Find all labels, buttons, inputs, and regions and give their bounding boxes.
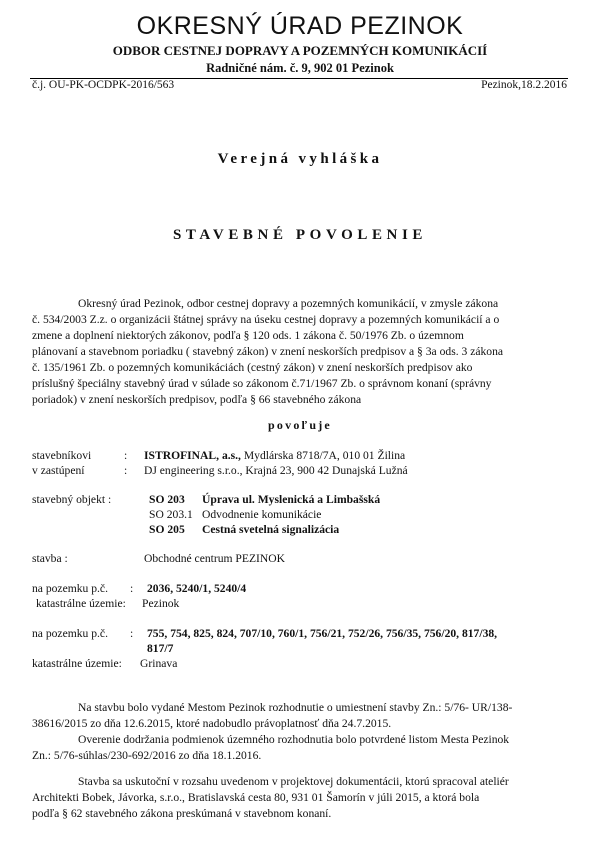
office-address: Radničné nám. č. 9, 902 01 Pezinok [206,61,394,75]
reference-number: č.j. OU-PK-OCDPK-2016/563 [32,79,175,91]
builder-colon: : [124,449,128,462]
cadastral-area-value: Grinava [140,657,178,670]
plot-label: na pozemku p.č. [32,627,108,640]
paragraph-line: Stavba sa uskutoční v rozsahu uvedenom v projektovej dokumentácii, ktorú spracoval ateliér [78,775,509,788]
builder-label: stavebníkovi [32,449,92,462]
object-code: SO 205 [149,523,185,536]
representative-value: DJ engineering s.r.o., Krajná 23, 900 42 Dunajská Lužná [144,464,408,477]
builder-address: Mydlárska 8718/7A, 010 01 Žilina [240,449,406,462]
project-documentation-paragraph [32,774,568,822]
intro-line: poriadok) v znení neskorších predpisov, podľa § 66 stavebného zákona [32,393,362,406]
document-title: STAVEBNÉ POVOLENIE [172,227,428,243]
construction-value: Obchodné centrum PEZINOK [144,552,286,565]
plot-colon: : [130,582,134,595]
builder-name: ISTROFINAL, a.s., [144,449,241,462]
intro-line: č. 135/1961 Zb. o pozemných komunikáciách (cestný zákon) v znení neskorších predpisov ako [32,361,473,374]
representative-label: v zastúpení [32,464,85,477]
paragraph-line: 38616/2015 zo dňa 12.6.2015, ktoré nadobudlo právoplatnosť dňa 24.7.2015. [32,717,392,730]
paragraph-line: Architekti Bobek, Jávorka, s.r.o., Bratislavská cesta 80, 931 01 Šamorín v júli 2015, a ktorá bola [32,791,480,804]
office-title: OKRESNÝ ÚRAD PEZINOK [136,12,464,40]
paragraph-line: podľa § 62 stavebného zákona preskúmaná v stavebnom konaní. [32,807,332,820]
permits-heading: povoľuje [268,418,332,432]
intro-line: plánovaní a stavebnom poriadku ( stavebný zákon) v znení neskorších predpisov a § 3a ods. 3 zákona [32,345,504,358]
builder-value [144,449,405,462]
object-name: Cestná svetelná signalizácia [202,523,340,536]
object-code: SO 203 [149,493,185,506]
representative-colon: : [124,464,128,477]
object-name: Odvodnenie komunikácie [202,508,322,521]
object-code: SO 203.1 [149,508,193,521]
intro-line: Okresný úrad Pezinok, odbor cestnej dopravy a pozemných komunikácií, v zmysle zákona [78,297,499,310]
construction-label: stavba : [32,552,68,565]
place-date: Pezinok,18.2.2016 [481,79,567,91]
paragraph-line: Na stavbu bolo vydané Mestom Pezinok rozhodnutie o umiestnení stavby Zn.: 5/76- UR/138- [78,701,513,714]
plot-numbers: 755, 754, 825, 824, 707/10, 760/1, 756/21, 752/26, 756/35, 756/20, 817/38, [147,627,498,640]
intro-paragraph [32,296,568,408]
cadastral-area-value: Pezinok [142,597,180,610]
paragraph-line: Overenie dodržania podmienok územného rozhodnutia bolo potvrdené listom Mesta Pezinok [78,733,510,746]
cadastral-area-label: katastrálne územie: [36,597,126,610]
intro-line: č. 534/2003 Z.z. o organizácii štátnej správy na úseku cestnej dopravy a pozemných komunikácií a o [32,313,500,326]
intro-line: zmene a doplnení niektorých zákonov, podľa § 120 ods. 1 zákona č. 50/1976 Zb. o územnom [32,329,464,342]
plot-label: na pozemku p.č. [32,582,108,595]
notice-title: Verejná vyhláška [217,151,383,167]
zoning-decision-paragraph [32,700,568,732]
department-name: ODBOR CESTNEJ DOPRAVY A POZEMNÝCH KOMUNIKÁCIÍ [112,43,488,58]
plot-numbers: 2036, 5240/1, 5240/4 [147,582,247,595]
plot-numbers-continued: 817/7 [147,642,174,655]
verification-paragraph [32,732,568,764]
plot-colon: : [130,627,134,640]
building-object-label: stavebný objekt : [32,493,112,506]
paragraph-line: Zn.: 5/76-súhlas/230-692/2016 zo dňa 18.1.2016. [32,749,262,762]
intro-line: príslušný špeciálny stavebný úrad v súlade so zákonom č.71/1967 Zb. o správnom konaní (správny [32,377,492,390]
cadastral-area-label: katastrálne územie: [32,657,122,670]
object-name: Úprava ul. Myslenická a Limbašská [202,493,381,506]
